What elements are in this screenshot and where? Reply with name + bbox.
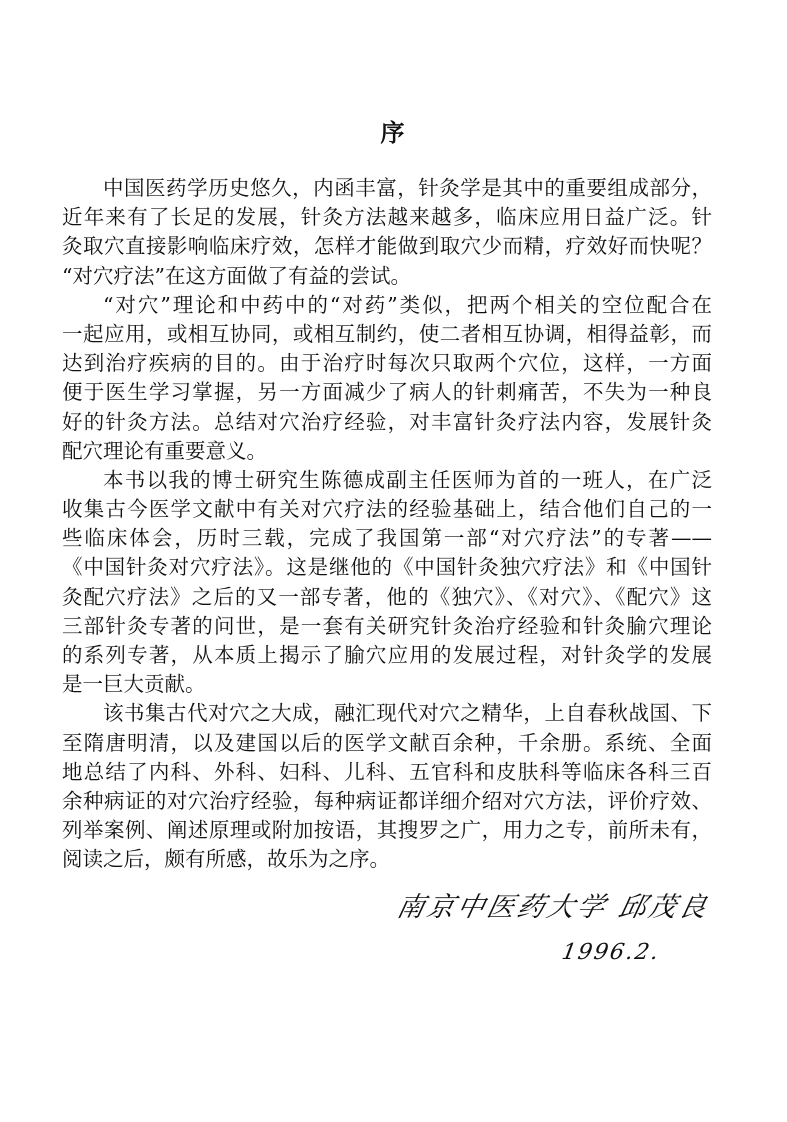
text-line: 收集古今医学文献中有关对穴疗法的经验基础上，结合他们自己的一 <box>62 497 712 522</box>
text-line: 灸配穴疗法》之后的又一部专著，他的《独穴》、《对穴》、《配穴》这 <box>62 584 712 609</box>
text-line: 该书集古代对穴之大成，融汇现代对穴之精华，上自春秋战国、下 <box>103 701 712 726</box>
text-line: 的系列专著，从本质上揭示了腧穴应用的发展过程，对针灸学的发展 <box>62 643 712 667</box>
text-line: 至隋唐明清，以及建国以后的医学文献百余种，千余册。系统、全面 <box>62 730 712 755</box>
text-line: 些临床体会，历时三载，完成了我国第一部“对穴疗法”的专著—— <box>62 526 712 551</box>
text-line: 灸取穴直接影响临床疗效，怎样才能做到取穴少而精，疗效好而快呢？ <box>62 234 712 259</box>
text-line: “对穴疗法”在这方面做了有益的尝试。 <box>62 263 411 288</box>
signature-date: 1996.2. <box>559 940 663 965</box>
text-line: 是一巨大贡献。 <box>62 672 206 697</box>
paragraph <box>62 466 712 700</box>
text-line: 达到治疗疾病的目的。由于治疗时每次只取两个穴位，这样，一方面 <box>62 351 712 376</box>
text-line: 近年来有了长足的发展，针灸方法越来越多，临床应用日益广泛。针 <box>62 205 712 230</box>
page-title: 序 <box>380 118 407 147</box>
paragraph <box>62 174 712 291</box>
text-line: “对穴”理论和中药中的“对药”类似，把两个相关的空位配合在 <box>103 292 712 317</box>
paragraph <box>62 291 712 466</box>
text-line: 中国医药学历史悠久，内函丰富，针灸学是其中的重要组成部分， <box>103 176 712 200</box>
text-line: 本书以我的博士研究生陈德成副主任医师为首的一班人，在广泛 <box>103 467 712 492</box>
text-line: 一起应用，或相互协同，或相互制约，使二者相互协调，相得益彰，而 <box>62 321 712 346</box>
text-line: 地总结了内科、外科、妇科、儿科、五官科和皮肤科等临床各科三百 <box>62 759 712 784</box>
text-line: 便于医生学习掌握，另一方面减少了病人的针刺痛苦，不失为一种良 <box>62 380 712 405</box>
text-line: 三部针灸专著的问世，是一套有关研究针灸治疗经验和针灸腧穴理论 <box>62 613 712 638</box>
text-line: 阅读之后，颇有所感，故乐为之序。 <box>62 847 390 872</box>
paragraph <box>62 699 712 874</box>
text-line: 《中国针灸对穴疗法》。这是继他的《中国针灸独穴疗法》和《中国针 <box>62 555 712 580</box>
text-line: 好的针灸方法。总结对穴治疗经验，对丰富针灸疗法内容，发展针灸 <box>62 409 712 434</box>
text-line: 列举案例、阐述原理或附加按语，其搜罗之广，用力之专，前所未有， <box>62 818 712 843</box>
text-line: 余种病证的对穴治疗经验，每种病证都详细介绍对穴方法，评价疗效、 <box>62 788 712 813</box>
preface-body <box>62 174 712 875</box>
text-line: 配穴理论有重要意义。 <box>62 438 267 463</box>
handwritten-signature: 南京中医药大学 邱茂良 <box>394 892 713 923</box>
